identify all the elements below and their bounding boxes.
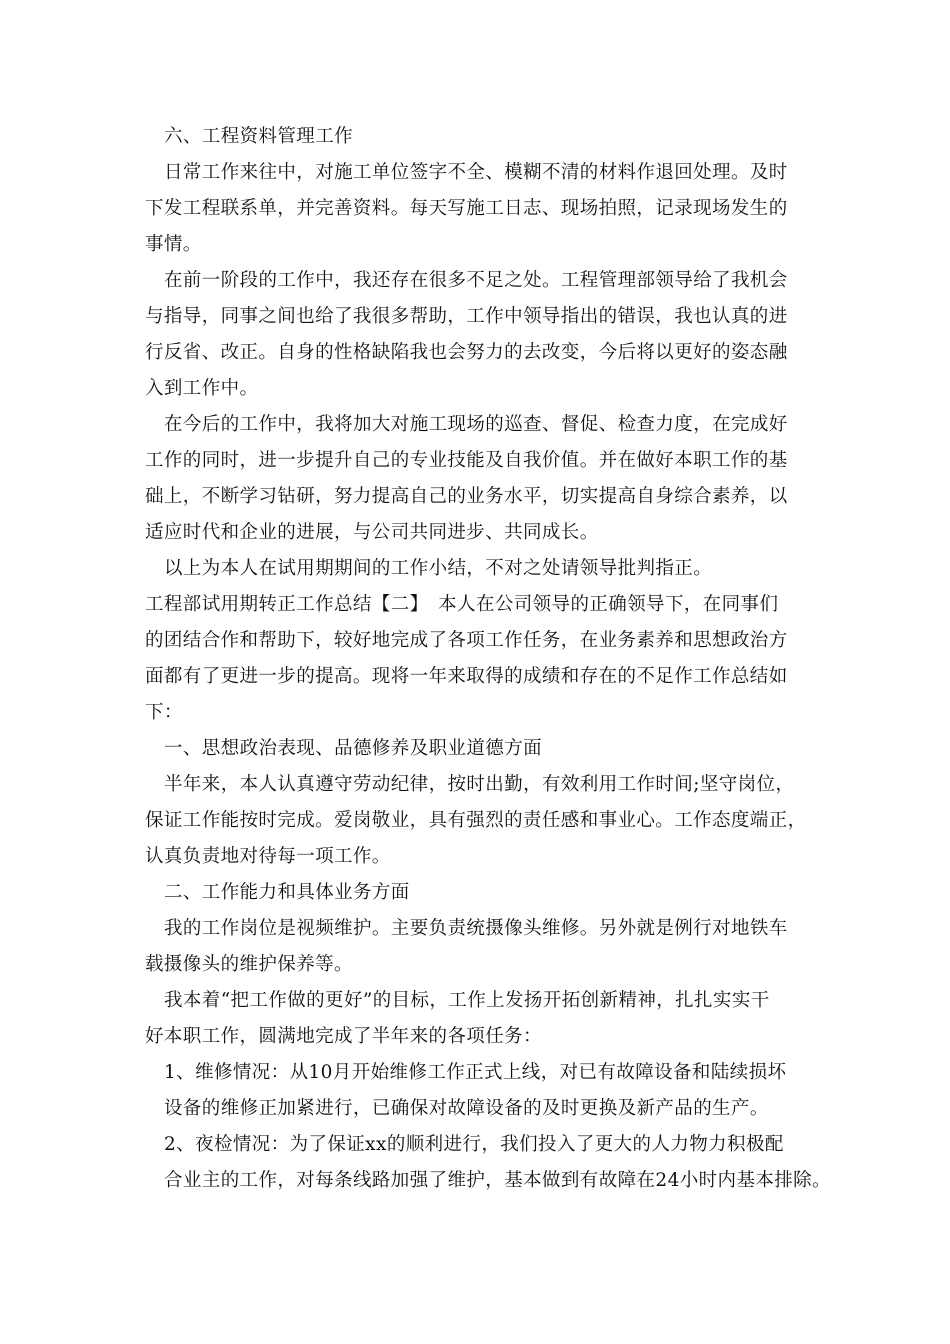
paragraph-line: 工作的同时，进一步提升自己的专业技能及自我价值。并在做好本职工作的基 [145, 450, 788, 471]
paragraph-line: 入到工作中。 [145, 378, 259, 399]
list-item-night-check: 2、夜检情况：为了保证xx的顺利进行，我们投入了更大的人力物力积极配 [164, 1134, 784, 1155]
paragraph-line: 载摄像头的维护保养等。 [145, 954, 353, 975]
paragraph-line: 保证工作能按时完成。爱岗敬业，具有强烈的责任感和事业心。工作态度端正， [145, 810, 807, 831]
paragraph-line: 适应时代和企业的进展，与公司共同进步、共同成长。 [145, 522, 599, 543]
paragraph-line: 下发工程联系单，并完善资料。每天写施工日志、现场拍照，记录现场发生的 [145, 198, 788, 219]
paragraph-line: 行反省、改正。自身的性格缺陷我也会努力的去改变，今后将以更好的姿态融 [145, 342, 788, 363]
paragraph-line: 半年来，本人认真遵守劳动纪律，按时出勤，有效利用工作时间;坚守岗位， [164, 774, 795, 795]
paragraph-line: 日常工作来往中，对施工单位签字不全、模糊不清的材料作退回处理。及时 [164, 162, 788, 183]
paragraph-line: 我本着“把工作做的更好”的目标，工作上发扬开拓创新精神，扎扎实实干 [164, 990, 770, 1011]
paragraph-line: 事情。 [145, 234, 202, 255]
paragraph-line: 在今后的工作中，我将加大对施工现场的巡查、督促、检查力度，在完成好 [164, 414, 788, 435]
section-heading-1: 一、思想政治表现、品德修养及职业道德方面 [164, 738, 543, 759]
section-title-2: 工程部试用期转正工作总结【二】 本人在公司领导的正确领导下，在同事们 [145, 594, 779, 615]
paragraph-line: 我的工作岗位是视频维护。主要负责统摄像头维修。另外就是例行对地铁车 [164, 918, 788, 939]
paragraph-line: 的团结合作和帮助下，较好地完成了各项工作任务，在业务素养和思想政治方 [145, 630, 788, 651]
paragraph-line: 在前一阶段的工作中，我还存在很多不足之处。工程管理部领导给了我机会 [164, 270, 788, 291]
paragraph-line: 以上为本人在试用期期间的工作小结，不对之处请领导批判指正。 [164, 558, 713, 579]
section-heading-2: 二、工作能力和具体业务方面 [164, 882, 410, 903]
paragraph-line: 面都有了更进一步的提高。现将一年来取得的成绩和存在的不足作工作总结如 [145, 666, 788, 687]
list-item-repair: 1、维修情况：从10月开始维修工作正式上线，对已有故障设备和陆续损坏 [164, 1062, 787, 1083]
paragraph-line: 认真负责地对待每一项工作。 [145, 846, 391, 867]
paragraph-line: 设备的维修正加紧进行，已确保对故障设备的及时更换及新产品的生产。 [164, 1098, 769, 1119]
section-heading-6: 六、工程资料管理工作 [164, 126, 354, 147]
paragraph-line: 好本职工作，圆满地完成了半年来的各项任务： [145, 1026, 542, 1047]
paragraph-line: 下： [145, 702, 183, 723]
paragraph-line: 与指导，同事之间也给了我很多帮助，工作中领导指出的错误，我也认真的进 [145, 306, 788, 327]
paragraph-line: 合业主的工作，对每条线路加强了维护，基本做到有故障在24小时内基本排除。 [164, 1170, 831, 1191]
paragraph-line: 础上，不断学习钻研，努力提高自己的业务水平，切实提高自身综合素养，以 [145, 486, 788, 507]
